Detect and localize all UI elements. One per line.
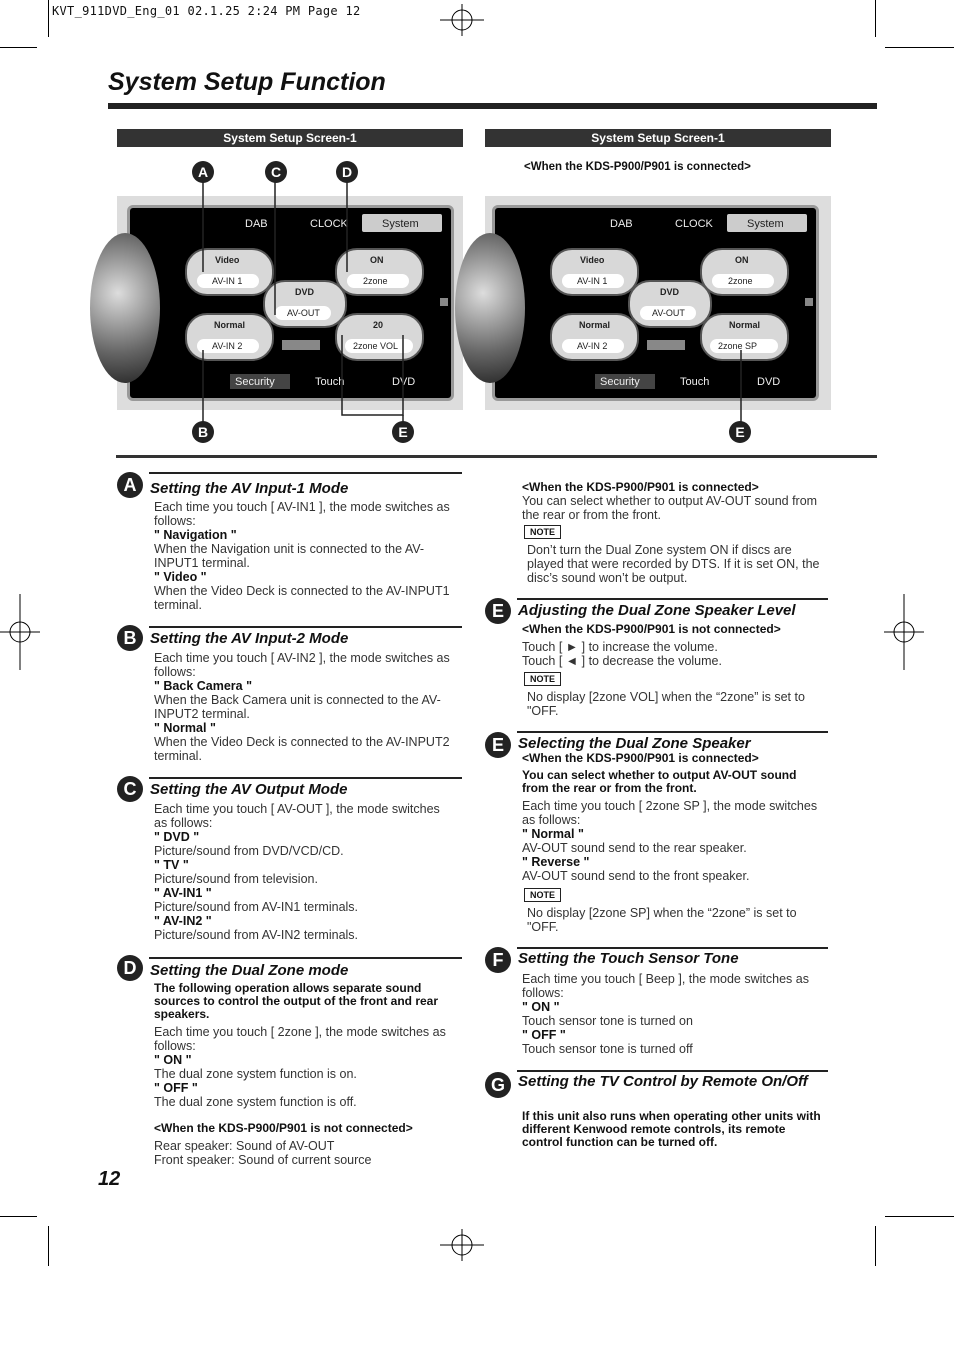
2zone-label: 2zone [728, 276, 753, 286]
sp-note: No display [2zone SP] when the “2zone” is set to "OFF. [527, 906, 797, 934]
tab-touch[interactable]: Touch [680, 376, 710, 388]
section-c-body [154, 802, 454, 942]
section-d-marker: D [117, 955, 143, 981]
tab-clock[interactable]: CLOCK [675, 218, 713, 230]
right-screen [492, 205, 819, 401]
section-d-title: Setting the Dual Zone mode [150, 962, 349, 979]
option-normal-desc: AV-OUT sound send to the rear speaker. [522, 841, 747, 855]
av-in1-label: AV-IN 1 [212, 276, 243, 286]
option-tv-desc: Picture/sound from television. [154, 872, 318, 886]
on-label: ON [735, 255, 749, 265]
registration-mark [884, 594, 924, 670]
tab-dvd[interactable]: DVD [757, 376, 781, 388]
option-on: " ON " [154, 1053, 192, 1067]
dts-note: Don’t turn the Dual Zone system ON if discs are played that were recorded by DTS. If it is set ON, the disc’s sound won’t be output. [527, 543, 820, 585]
section-e1-marker: E [485, 598, 511, 624]
page-title: System Setup Function [108, 68, 386, 96]
option-normal-desc: When the Video Deck is connected to the AV-INPUT2 terminal. [154, 735, 450, 763]
decrease-volume: Touch [ ◄ ] to decrease the volume. [522, 654, 722, 668]
tab-dab[interactable]: DAB [245, 218, 268, 230]
option-av-in1-desc: Picture/sound from AV-IN1 terminals. [154, 900, 359, 914]
2zone-vol-label: 2zone VOL [353, 341, 399, 351]
section-e2-body [522, 751, 822, 883]
callout-lines [117, 160, 463, 445]
registration-mark [440, 1229, 484, 1261]
section-divider [116, 455, 877, 458]
connected-desc: You can select whether to output AV-OUT sound from the rear or from the front. [522, 494, 818, 522]
tab-system[interactable]: System [747, 218, 784, 230]
vol-value: 20 [373, 320, 384, 330]
tab-security[interactable]: Security [235, 376, 275, 388]
option-dvd-desc: Picture/sound from DVD/VCD/CD. [154, 844, 344, 858]
section-b-marker: B [117, 625, 143, 651]
decorative-sphere [455, 233, 525, 383]
option-on-desc: The dual zone system function is on. [154, 1067, 357, 1081]
2zone-label: 2zone [363, 276, 388, 286]
av-out-label: AV-OUT [652, 308, 685, 318]
connected-heading: <When the KDS-P900/P901 is connected> [522, 480, 759, 494]
option-video: " Video " [154, 570, 207, 584]
rear-speaker: Rear speaker: Sound of AV-OUT [154, 1139, 335, 1153]
av-in2-label: AV-IN 2 [577, 341, 608, 351]
av-out-button[interactable] [628, 280, 712, 328]
on-label: ON [370, 255, 384, 265]
vol-note: No display [2zone VOL] when the “2zone” is set to "OFF. [527, 690, 805, 718]
av-in1-button[interactable] [550, 248, 639, 296]
section-f-title: Setting the Touch Sensor Tone [518, 950, 739, 967]
section-e2-intro: Each time you touch [ 2zone SP ], the mode switches as follows: [522, 799, 818, 827]
left-screen-label: System Setup Screen-1 [117, 129, 463, 147]
tab-dab[interactable]: DAB [610, 218, 633, 230]
tab-security[interactable]: Security [600, 376, 640, 388]
section-f-body [522, 972, 822, 1056]
option-on: " ON " [522, 1000, 560, 1014]
option-off-desc: The dual zone system function is off. [154, 1095, 357, 1109]
connected-heading: <When the KDS-P900/P901 is connected> [522, 751, 759, 765]
normal-label: Normal [579, 320, 611, 330]
tab-touch[interactable]: Touch [315, 376, 345, 388]
section-c-title: Setting the AV Output Mode [150, 781, 348, 798]
tab-dvd[interactable]: DVD [392, 376, 416, 388]
increase-volume: Touch [ ► ] to increase the volume. [522, 640, 718, 654]
section-a-title: Setting the AV Input-1 Mode [150, 480, 349, 497]
not-connected-heading: <When the KDS-P900/P901 is not connected> [522, 622, 781, 636]
section-f-intro: Each time you touch [ Beep ], the mode switches as follows: [522, 972, 809, 1000]
2zone-sp-label: 2zone SP [718, 341, 758, 351]
section-rule [149, 957, 462, 959]
sp-normal-label: Normal [729, 320, 761, 330]
crop-mark [48, 1226, 49, 1266]
section-d-body [154, 982, 459, 1167]
av-in2-label: AV-IN 2 [212, 341, 243, 351]
option-normal: " Normal " [522, 827, 584, 841]
crop-mark [885, 1216, 954, 1217]
note-label: NOTE [524, 525, 561, 539]
title-rule [108, 103, 877, 109]
option-dvd: " DVD " [154, 830, 200, 844]
option-av-in2: " AV-IN2 " [154, 914, 212, 928]
section-rule [517, 947, 828, 949]
option-navigation-desc: When the Navigation unit is connected to the AV-INPUT1 terminal. [154, 542, 425, 570]
section-e2-title: Selecting the Dual Zone Speaker [518, 735, 751, 752]
tab-clock[interactable]: CLOCK [310, 218, 348, 230]
section-a-intro: Each time you touch [ AV-IN1 ], the mode switches as follows: [154, 500, 450, 528]
option-back-camera-desc: When the Back Camera unit is connected to the AV-INPUT2 terminal. [154, 693, 441, 721]
section-d-continued [522, 480, 822, 522]
not-connected-heading: <When the KDS-P900/P901 is not connected> [154, 1121, 413, 1135]
marker-a: A [192, 161, 214, 183]
av-in2-button[interactable] [550, 313, 639, 361]
dvd-label: DVD [660, 287, 680, 297]
section-b-intro: Each time you touch [ AV-IN2 ], the mode switches as follows: [154, 651, 450, 679]
option-off: " OFF " [154, 1081, 198, 1095]
marker-c: C [265, 161, 287, 183]
section-e2-lead: You can select whether to output AV-OUT sound from the rear or from the front. [522, 768, 797, 795]
section-rule [517, 1070, 828, 1072]
marker-e: E [729, 421, 751, 443]
crop-mark [885, 47, 954, 48]
marker-d: D [336, 161, 358, 183]
2zone-button[interactable] [700, 248, 789, 296]
section-d-lead: The following operation allows separate sound sources to control the output of the front and rear speakers. [154, 981, 439, 1021]
registration-mark [0, 594, 40, 670]
option-back-camera: " Back Camera " [154, 679, 253, 693]
callout-line [730, 350, 750, 425]
page-number: 12 [98, 1168, 121, 1190]
section-g-title: Setting the TV Control by Remote On/Off [518, 1073, 808, 1090]
marker-e: E [392, 421, 414, 443]
option-off-desc: Touch sensor tone is turned off [522, 1042, 693, 1056]
section-a-body [154, 500, 454, 612]
option-on-desc: Touch sensor tone is turned on [522, 1014, 693, 1028]
option-navigation: " Navigation " [154, 528, 237, 542]
option-video-desc: When the Video Deck is connected to the AV-INPUT1 terminal. [154, 584, 450, 612]
option-tv: " TV " [154, 858, 189, 872]
option-av-in2-desc: Picture/sound from AV-IN2 terminals. [154, 928, 359, 942]
section-a-marker: A [117, 472, 143, 498]
registration-mark [440, 4, 484, 36]
tab-system[interactable]: System [382, 218, 419, 230]
video-label: Video [215, 255, 240, 265]
option-av-in1: " AV-IN1 " [154, 886, 212, 900]
section-g-body: If this unit also runs when operating other units with different Kenwood remote controls, its remote control function can be turned off. [522, 1109, 821, 1149]
marker-b: B [192, 421, 214, 443]
section-d-intro: Each time you touch [ 2zone ], the mode switches as follows: [154, 1025, 446, 1053]
down-arrow-icon[interactable] [647, 340, 685, 350]
section-b-title: Setting the AV Input-2 Mode [150, 630, 349, 647]
section-e2-marker: E [485, 732, 511, 758]
option-reverse-desc: AV-OUT sound send to the front speaker. [522, 869, 750, 883]
print-header-info: KVT_911DVD_Eng_01 02.1.25 2:24 PM Page 12 [52, 4, 361, 18]
section-b-body [154, 651, 454, 763]
crop-mark [48, 0, 49, 37]
option-normal: " Normal " [154, 721, 216, 735]
normal-label: Normal [214, 320, 246, 330]
section-f-marker: F [485, 947, 511, 973]
section-rule [149, 626, 462, 628]
dvd-label: DVD [295, 287, 315, 297]
crop-mark [875, 0, 876, 37]
section-rule [149, 472, 462, 474]
section-e1-title: Adjusting the Dual Zone Speaker Level [518, 602, 796, 619]
crop-mark [0, 1216, 37, 1217]
section-c-marker: C [117, 776, 143, 802]
option-off: " OFF " [522, 1028, 566, 1042]
av-in1-label: AV-IN 1 [577, 276, 608, 286]
section-rule [517, 598, 828, 600]
option-reverse: " Reverse " [522, 855, 590, 869]
section-rule [149, 777, 462, 779]
av-out-label: AV-OUT [287, 308, 320, 318]
section-e1-body [522, 622, 822, 668]
section-c-intro: Each time you touch [ AV-OUT ], the mode switches as follows: [154, 802, 440, 830]
crop-mark [0, 47, 37, 48]
section-g-marker: G [485, 1072, 511, 1098]
crop-mark [875, 1226, 876, 1266]
video-label: Video [580, 255, 605, 265]
note-label: NOTE [524, 888, 561, 902]
right-screen-caption: <When the KDS-P900/P901 is connected> [524, 161, 751, 173]
section-rule [517, 731, 828, 733]
right-screen-label: System Setup Screen-1 [485, 129, 831, 147]
front-speaker: Front speaker: Sound of current source [154, 1153, 372, 1167]
right-arrow-icon[interactable] [805, 298, 813, 306]
note-label: NOTE [524, 672, 561, 686]
